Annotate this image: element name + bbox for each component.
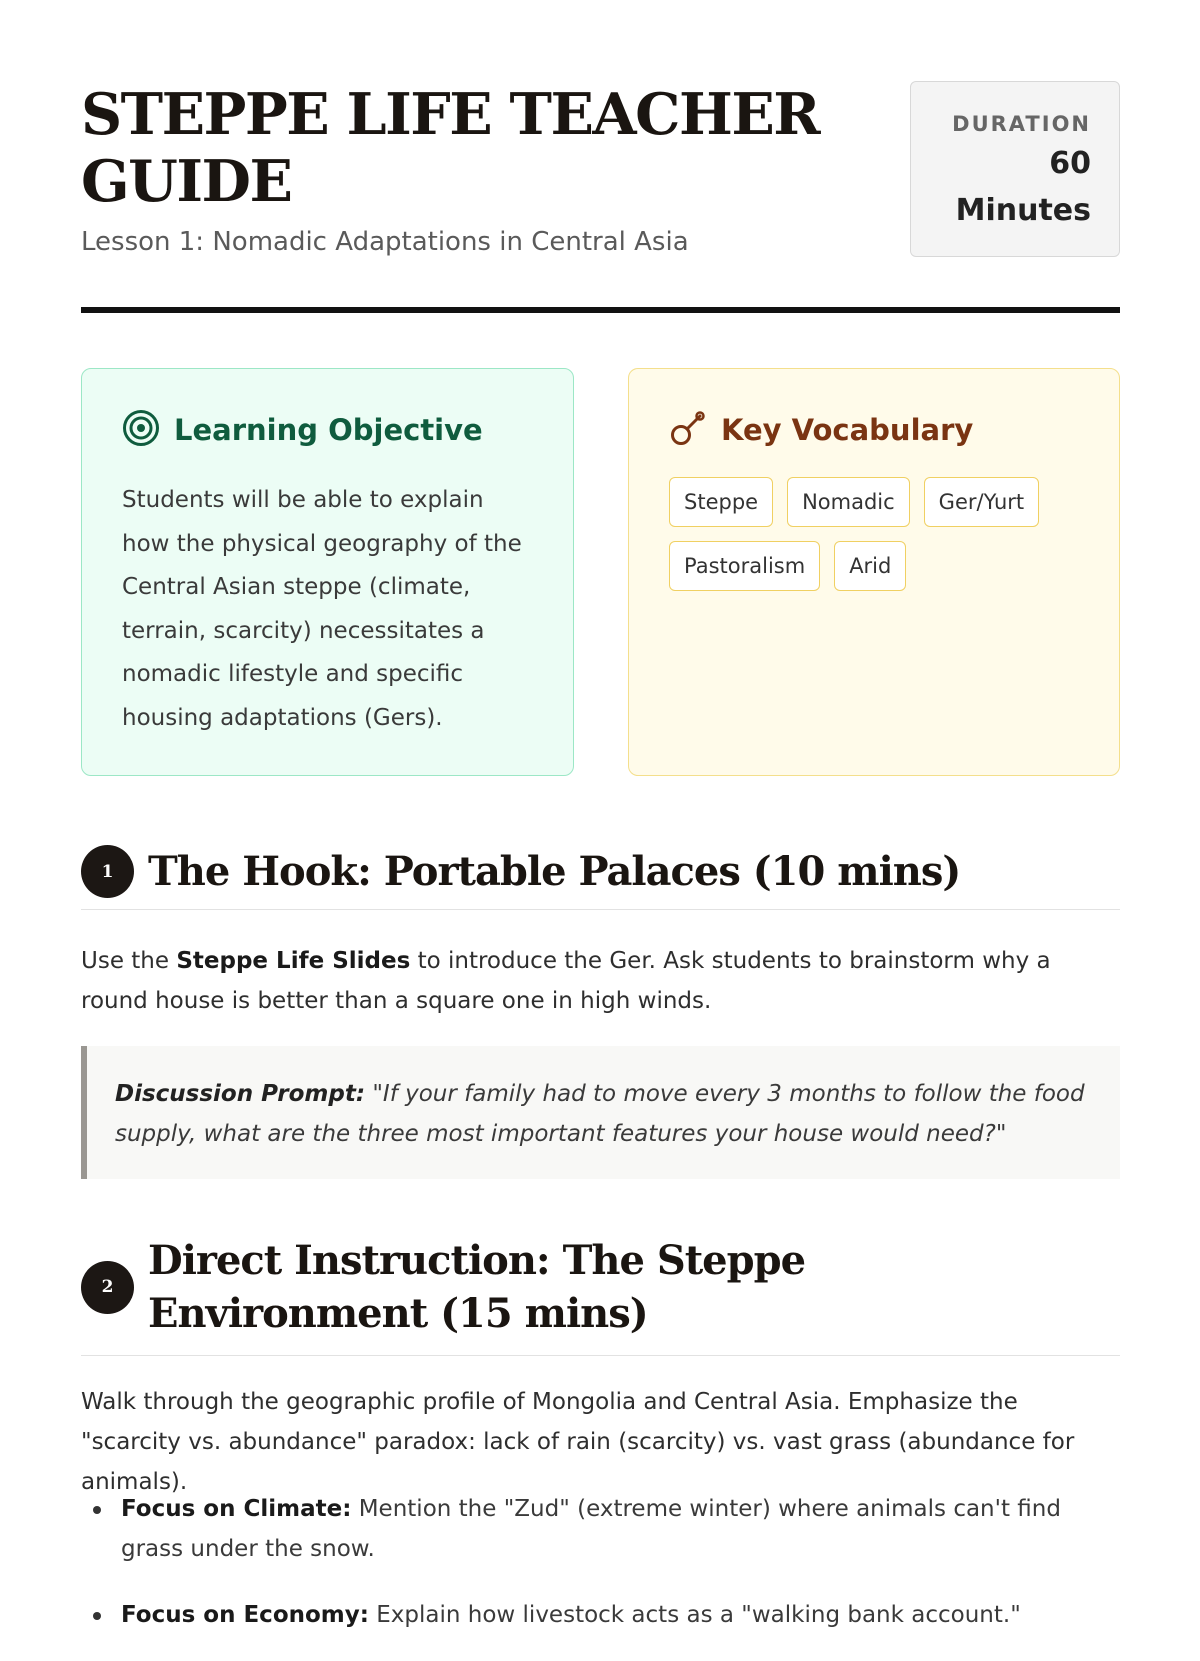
vocabulary-header	[669, 409, 1079, 451]
section-2-header	[81, 1234, 1120, 1356]
list-item	[81, 1489, 1120, 1569]
section-1-header	[81, 845, 1120, 910]
bullet-climate-label: Focus on Climate:	[121, 1496, 352, 1522]
section-2-number: 2	[81, 1261, 134, 1314]
slides-reference: Steppe Life Slides	[176, 948, 411, 974]
key-icon	[669, 409, 707, 451]
section-1-text-start: Use the	[81, 948, 177, 974]
vocabulary-tags	[669, 477, 1089, 591]
vocab-tag-arid: Arid	[834, 541, 906, 591]
discussion-prompt-text: "If your family had to move every 3 months to follow the food supply, what are the three most important features your house would need?"	[115, 1081, 1085, 1147]
list-item	[81, 1595, 1120, 1635]
target-icon	[122, 409, 160, 451]
section-2-paragraph: Walk through the geographic profile of Mongolia and Central Asia. Emphasize the "scarcity vs. abundance" paradox: lack of rain (scarcity) vs. vast grass (abundance for animals).	[81, 1389, 1075, 1495]
section-2-title: Direct Instruction: The Steppe Environment (15 mins)	[148, 1237, 806, 1337]
section-2-bullets	[81, 1489, 1120, 1661]
bullet-economy-text: Explain how livestock acts as a "walking bank account."	[368, 1602, 1021, 1628]
bullet-climate-text: Mention the "Zud" (extreme winter) where animals can't find grass under the snow.	[121, 1496, 1061, 1562]
objective-title: Learning Objective	[174, 413, 483, 447]
duration-label: DURATION	[952, 112, 1091, 136]
title-block	[81, 81, 841, 257]
objective-header	[122, 409, 533, 451]
bullet-economy-label: Focus on Economy:	[121, 1602, 369, 1628]
guide-header	[81, 81, 1120, 257]
section-1-title: The Hook: Portable Palaces (10 mins)	[148, 848, 961, 895]
discussion-prompt	[81, 1046, 1120, 1179]
learning-objective-card	[81, 368, 574, 776]
section-1-number: 1	[81, 845, 134, 898]
objective-text: Students will be able to explain how the physical geography of the Central Asian steppe (climate, terrain, scarcity) necessitates a nomadic lifestyle and specific housing adaptations (Gers).	[122, 487, 522, 731]
section-1-paragraph	[81, 941, 1120, 1021]
lesson-subtitle: Lesson 1: Nomadic Adaptations in Central Asia	[81, 227, 689, 257]
key-vocabulary-card	[628, 368, 1120, 776]
vocab-tag-pastoralism: Pastoralism	[669, 541, 820, 591]
vocabulary-title: Key Vocabulary	[721, 413, 974, 447]
vocab-tag-steppe: Steppe	[669, 477, 773, 527]
discussion-prompt-label: Discussion Prompt:	[115, 1081, 366, 1107]
duration-value: 60 Minutes	[955, 146, 1091, 228]
vocab-tag-ger-yurt: Ger/Yurt	[924, 477, 1040, 527]
section-1-text-end: to introduce the Ger. Ask students to brainstorm why a round house is better than a square one in high winds.	[81, 948, 1051, 1014]
header-divider	[81, 307, 1120, 313]
vocab-tag-nomadic: Nomadic	[787, 477, 910, 527]
duration-box	[910, 81, 1120, 257]
page-title: STEPPE LIFE TEACHER GUIDE	[81, 81, 820, 215]
